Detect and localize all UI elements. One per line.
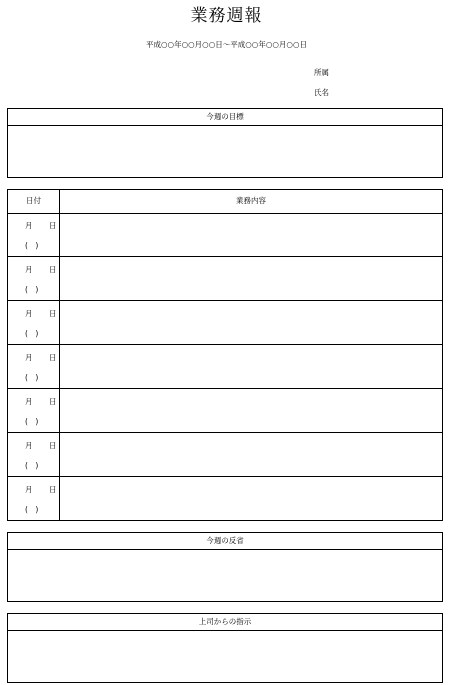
day-label: 日 (49, 265, 57, 274)
work-content-cell[interactable] (60, 345, 442, 388)
work-content-cell[interactable] (60, 301, 442, 344)
table-row (8, 433, 442, 477)
month-label: 月 (25, 485, 33, 494)
date-column-header: 日付 (8, 190, 60, 213)
table-header-row (8, 190, 442, 214)
weekday-label: ( ) (25, 461, 39, 470)
day-label: 日 (49, 309, 57, 318)
month-label: 月 (25, 397, 33, 406)
table-row (8, 345, 442, 389)
month-label: 月 (25, 221, 33, 230)
day-label: 日 (49, 485, 57, 494)
weekly-reflection-field[interactable] (8, 550, 442, 601)
table-row (8, 477, 442, 521)
content-column-header: 業務内容 (236, 196, 266, 205)
report-period: 平成○○年○○月○○日～平成○○年○○月○○日 (145, 40, 308, 49)
table-row (8, 389, 442, 433)
weekday-label: ( ) (25, 285, 39, 294)
table-row (8, 301, 442, 345)
weekday-label: ( ) (25, 417, 39, 426)
weekday-label: ( ) (25, 241, 39, 250)
report-title: 業務週報 (190, 6, 263, 26)
date-cell[interactable] (8, 345, 60, 388)
weekly-goal-header: 今週の目標 (8, 109, 442, 126)
weekday-label: ( ) (25, 329, 39, 338)
weekday-label: ( ) (25, 373, 39, 382)
date-cell[interactable] (8, 213, 60, 256)
day-label: 日 (49, 353, 57, 362)
date-cell[interactable] (8, 477, 60, 521)
month-label: 月 (25, 441, 33, 450)
table-row (8, 257, 442, 301)
day-label: 日 (49, 221, 57, 230)
work-content-cell[interactable] (60, 389, 442, 432)
date-cell[interactable] (8, 301, 60, 344)
work-content-cell[interactable] (60, 433, 442, 476)
month-label: 月 (25, 265, 33, 274)
weekly-reflection-header: 今週の反省 (8, 533, 442, 550)
supervisor-instructions-header: 上司からの指示 (8, 614, 442, 631)
day-label: 日 (49, 397, 57, 406)
date-cell[interactable] (8, 433, 60, 476)
work-content-cell[interactable] (60, 213, 442, 256)
supervisor-instructions-field[interactable] (8, 631, 442, 682)
month-label: 月 (25, 353, 33, 362)
day-label: 日 (49, 441, 57, 450)
work-content-cell[interactable] (60, 257, 442, 300)
department-label: 所属 (314, 68, 329, 77)
date-cell[interactable] (8, 389, 60, 432)
name-label: 氏名 (314, 88, 329, 97)
month-label: 月 (25, 309, 33, 318)
weekly-goal-field[interactable] (8, 126, 442, 177)
weekly-goal-box (7, 108, 443, 178)
work-content-cell[interactable] (60, 477, 442, 521)
weekly-reflection-box (7, 532, 443, 602)
weekday-label: ( ) (25, 505, 39, 514)
daily-work-table (7, 189, 443, 521)
date-cell[interactable] (8, 257, 60, 300)
supervisor-instructions-box (7, 613, 443, 683)
table-row (8, 213, 442, 257)
